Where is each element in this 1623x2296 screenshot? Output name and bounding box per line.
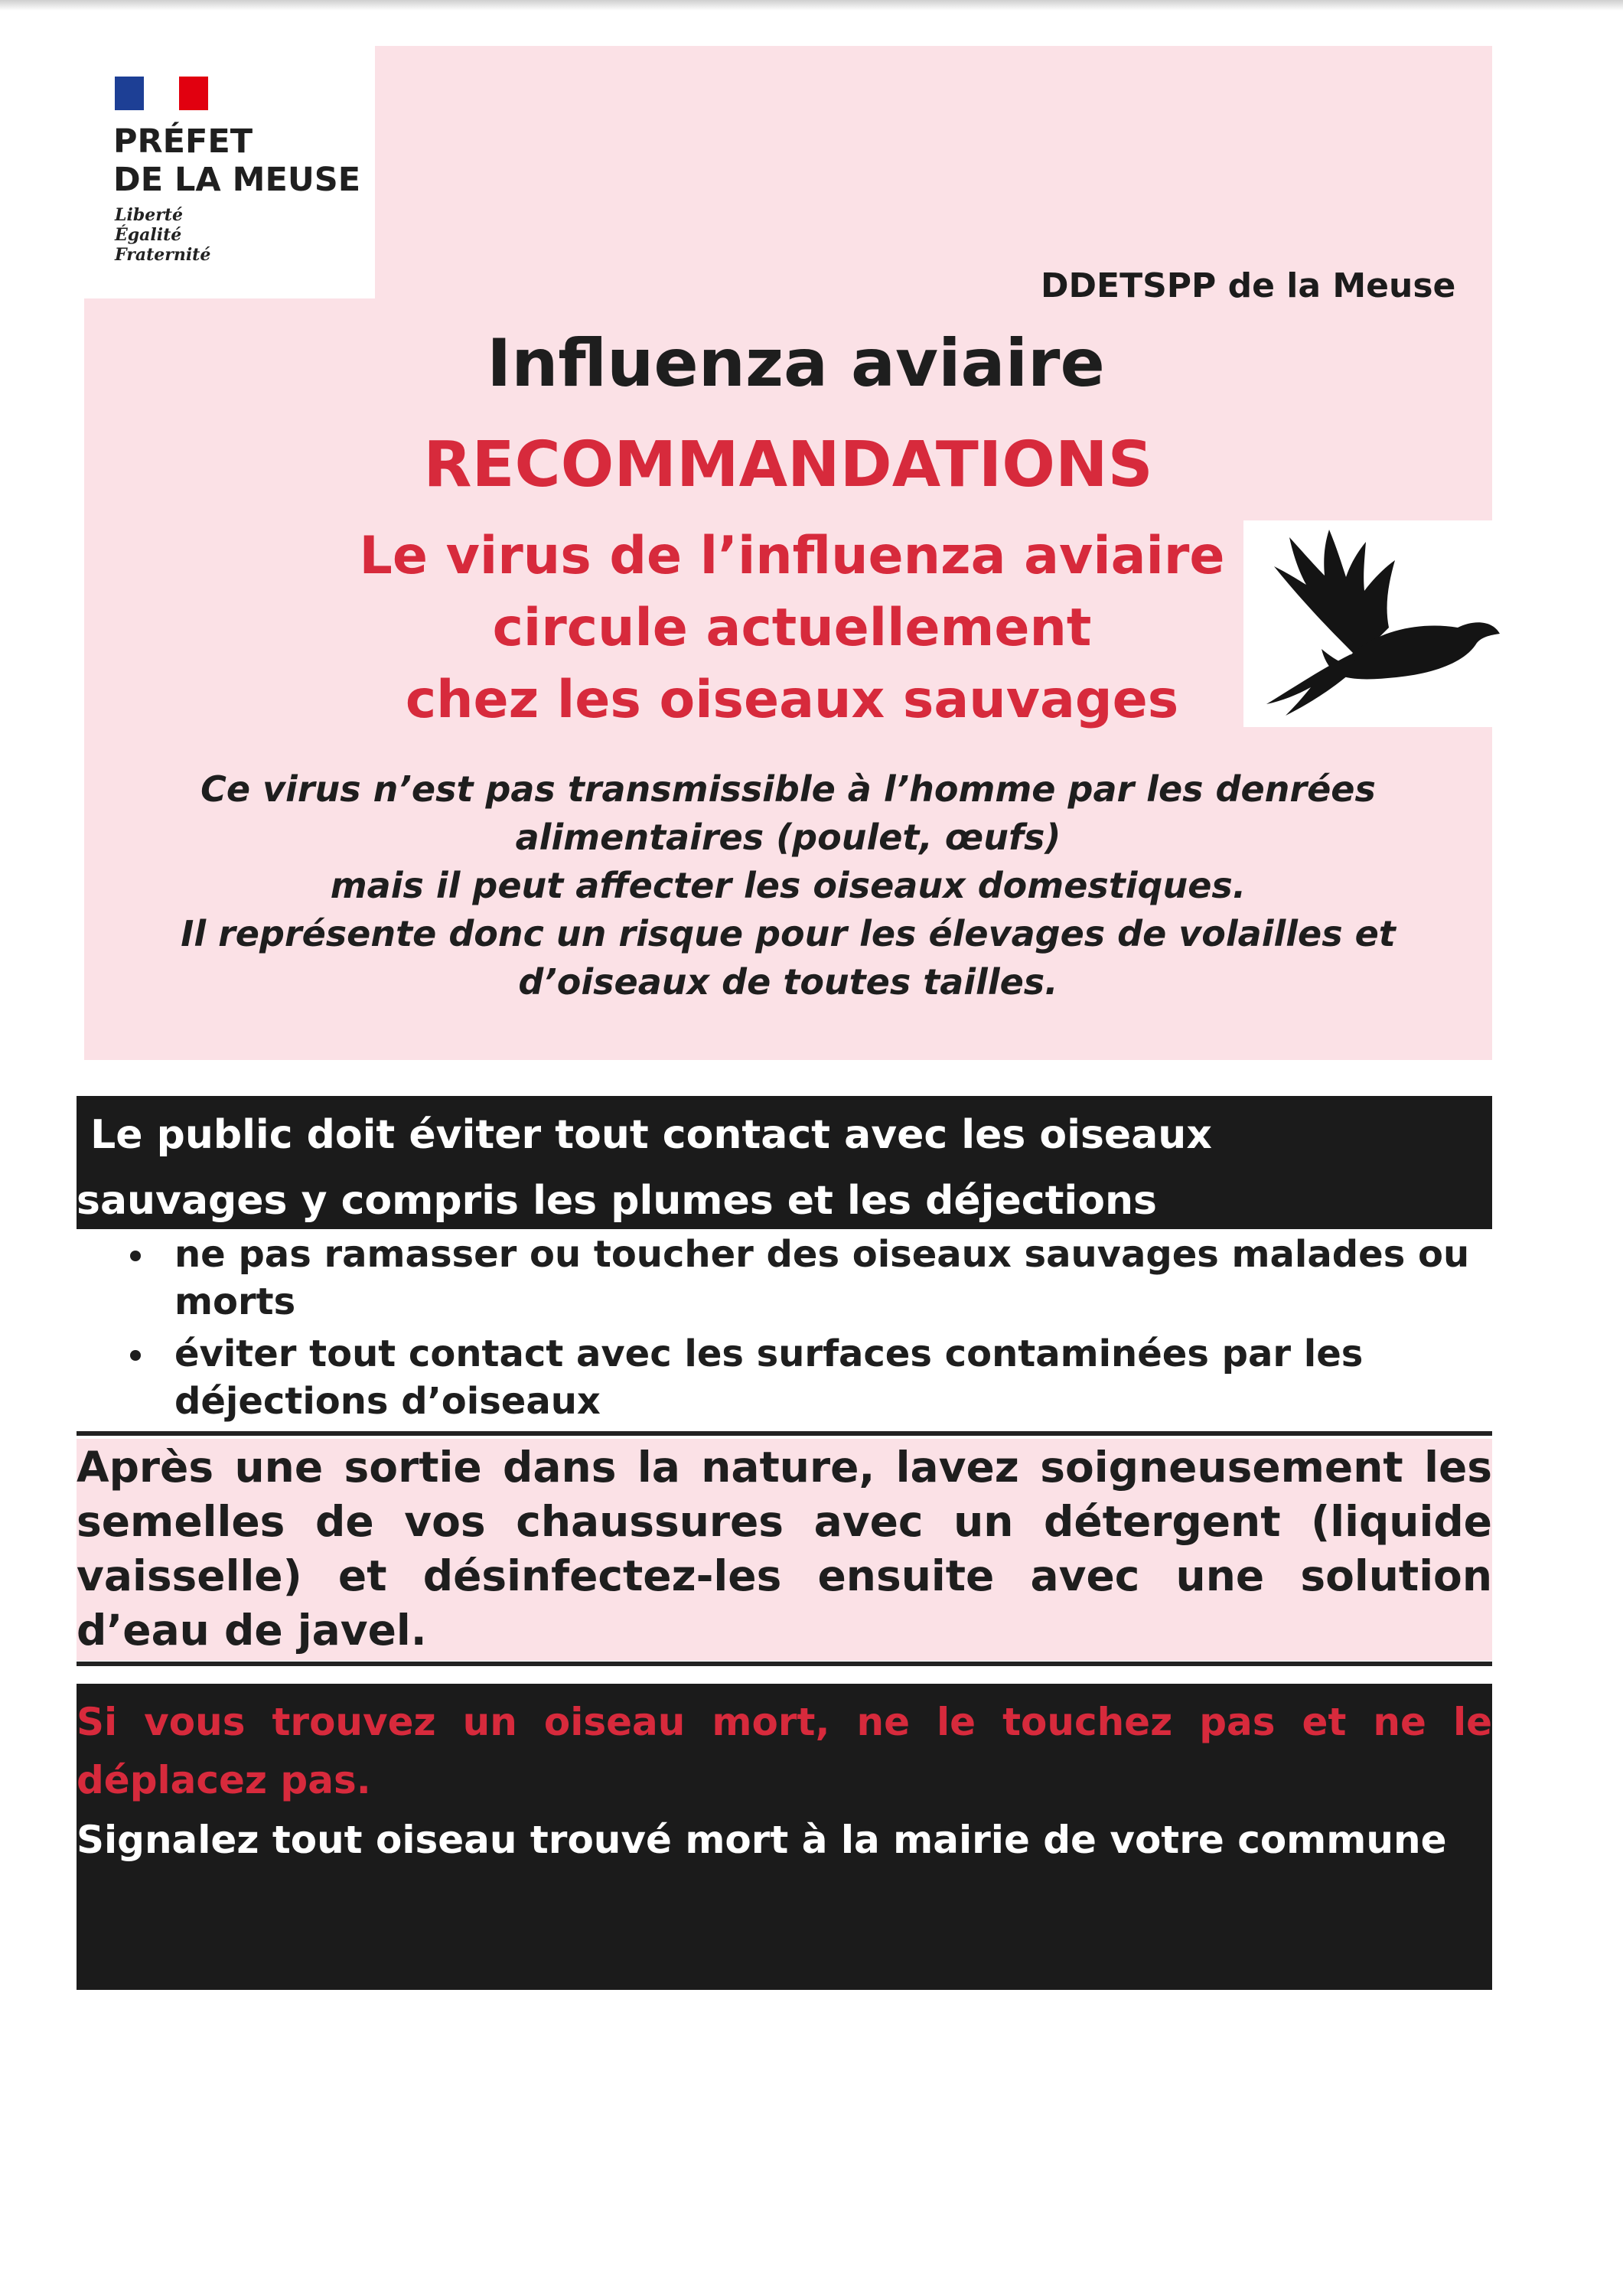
motto-fraternite: Fraternité xyxy=(115,245,211,265)
public-notice-line2: sauvages y compris les plumes et les déjections xyxy=(77,1178,1157,1224)
info-line: mais il peut affecter les oiseaux domestiques. xyxy=(330,865,1247,906)
flying-duck-silhouette-icon xyxy=(1243,520,1500,727)
organization-name: DDETSPP de la Meuse xyxy=(1041,266,1456,305)
virus-information xyxy=(130,765,1446,1006)
bullet-icon xyxy=(130,1251,141,1261)
info-line: Il représente donc un risque pour les élevages de volailles et xyxy=(181,913,1396,954)
page-title: Influenza aviaire xyxy=(487,325,1105,402)
divider xyxy=(77,1662,1492,1666)
list-item xyxy=(115,1330,1492,1425)
flag-blue xyxy=(115,77,144,110)
recommendation-list xyxy=(115,1231,1492,1430)
info-line: Ce virus n’est pas transmissible à l’homme par les denrées xyxy=(200,768,1376,810)
alert-message xyxy=(253,520,1331,736)
alert-line: circule actuellement xyxy=(492,598,1092,658)
republic-motto xyxy=(115,205,210,265)
motto-liberte: Liberté xyxy=(115,205,183,225)
motto-egalite: Égalité xyxy=(115,225,182,245)
page-subtitle: RECOMMANDATIONS xyxy=(423,429,1153,501)
list-item xyxy=(115,1231,1492,1326)
list-item-text: ne pas ramasser ou toucher des oiseaux sauvages malades ou morts xyxy=(174,1233,1470,1323)
scan-edge xyxy=(0,0,1623,11)
info-line: d’oiseaux de toutes tailles. xyxy=(518,961,1058,1003)
dead-bird-warning: Si vous trouvez un oiseau mort, ne le touchez pas et ne le déplacez pas. xyxy=(77,1700,1492,1802)
flag-white xyxy=(144,77,179,110)
prefecture-name xyxy=(113,122,360,199)
alert-line: chez les oiseaux sauvages xyxy=(405,670,1179,730)
list-item-text: éviter tout contact avec les surfaces contaminées par les déjections d’oiseaux xyxy=(174,1332,1364,1423)
hygiene-advice: Après une sortie dans la nature, lavez soigneusement les semelles de vos chaussures avec un détergent (liquide vaisselle) et désinfectez-les ensuite avec une solution d’eau de javel. xyxy=(77,1443,1492,1655)
public-notice-line1: Le public doit éviter tout contact avec les oiseaux xyxy=(77,1112,1212,1158)
prefecture-line2: DE LA MEUSE xyxy=(113,161,361,199)
divider xyxy=(77,1431,1492,1436)
dead-bird-report: Signalez tout oiseau trouvé mort à la mairie de votre commune xyxy=(77,1818,1447,1862)
public-notice-text xyxy=(77,1102,1492,1234)
alert-line: Le virus de l’influenza aviaire xyxy=(359,526,1225,586)
prefecture-line1: PRÉFET xyxy=(113,122,253,161)
info-line: alimentaires (poulet, œufs) xyxy=(515,817,1061,858)
flag-red xyxy=(179,77,208,110)
bullet-icon xyxy=(130,1350,141,1361)
marianne-flag-icon xyxy=(115,77,208,110)
